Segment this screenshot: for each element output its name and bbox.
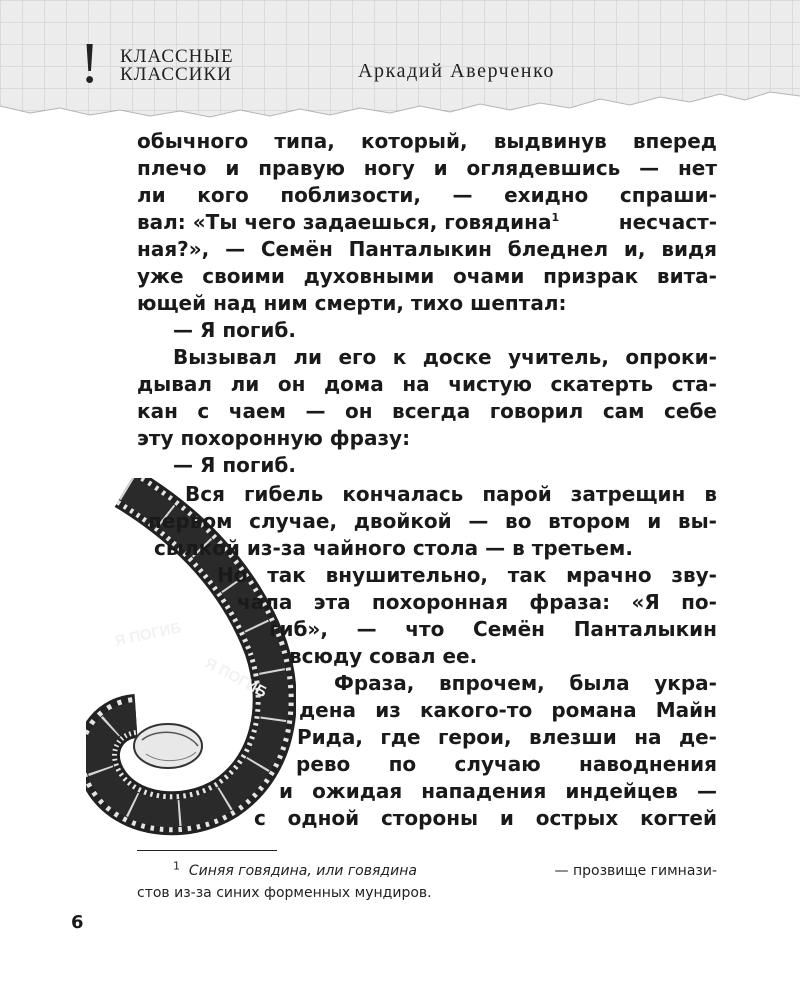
word: де- [678,725,717,749]
word: случаю [454,752,541,776]
word: поблизости, [280,183,421,207]
text-line [137,236,717,262]
word: по [388,752,417,776]
word: парой [482,482,552,506]
text-line [237,589,717,615]
word: дома [324,372,384,396]
word: мрачно [566,563,652,587]
word: всегда [392,399,471,423]
word: — [305,399,326,423]
word: рево [296,752,351,776]
text-line [137,155,717,181]
text-line [296,751,717,777]
text-line [217,562,717,588]
text-line [334,670,717,696]
text-line [137,182,717,208]
word: он [277,372,306,396]
word: обычного [137,129,249,153]
word: наводнения [579,752,717,776]
text-line: вал: «Ты чего задаешься, говядина1 несчаст- [137,210,717,234]
word: «Я [631,590,660,614]
word: Вся [185,482,225,506]
word: опроки- [625,345,717,369]
word: когтей [640,806,717,830]
word: двойкой [353,509,452,533]
word: ногу [363,156,415,180]
footnote-divider [137,850,277,851]
word: чистую [448,372,532,396]
word: дена [299,698,357,722]
word: по- [681,590,717,614]
word: влезши [529,725,617,749]
text-line [148,508,717,534]
word: ли [137,183,166,207]
word: плечо [137,156,207,180]
word: — [356,617,377,641]
text-line [297,724,717,750]
text-line [137,398,717,424]
word: — [225,237,246,261]
text-line: сылкой из-за чайного стола — в третьем. [154,536,633,560]
word: ста- [671,372,717,396]
word: острых [535,806,619,830]
word: очами [453,264,525,288]
word: вперед [632,129,717,153]
text-line [279,778,717,804]
word: его [338,345,377,369]
word: и, [623,237,646,261]
word: внушительно, [325,563,488,587]
word: Рида, [297,725,363,749]
word: и [433,156,448,180]
word: Вызывал [173,345,277,369]
text-line [137,128,717,154]
word: первом [148,509,233,533]
text-line [137,263,717,289]
word: на [634,725,662,749]
word: нападения [421,779,547,803]
word: кончалась [342,482,464,506]
text-line: ющей над ним смерти, тихо шептал: [137,291,567,315]
word: гиб», [269,617,328,641]
text-line [254,805,717,831]
word: Панталыкин [348,237,492,261]
word: правую [258,156,345,180]
word: эта [313,590,351,614]
word: вы- [677,509,717,533]
word: зву- [671,563,717,587]
word: дывал [137,372,213,396]
word: так [267,563,306,587]
series-title-line-1: КЛАССНЫЕ [120,46,234,67]
word: какого-то [419,698,533,722]
word: чаем [228,399,286,423]
footnote-line-2: стов из-за синих форменных мундиров. [137,885,432,901]
word: ли [230,372,260,396]
footnote-line-1: $^1$ Синяя говядина, или говядина — прозвище гимнази- [173,859,717,879]
word: нет [677,156,717,180]
text-line: — Я погиб. [173,453,296,477]
word: и [647,509,662,533]
text-line: — Я погиб. [173,318,296,342]
footnote-marker: 1 [173,859,180,873]
word: укра- [654,671,717,695]
word: — [639,156,660,180]
word: гибель [243,482,324,506]
word: спраши- [619,183,717,207]
text-line: всюду совал ее. [289,644,478,668]
text-line [137,371,717,397]
word: вита- [656,264,717,288]
text-line [185,481,717,507]
word: Семён [473,617,546,641]
word: где [380,725,421,749]
text-line [173,344,717,370]
word: кан [137,399,178,423]
word: затрещин [570,482,686,506]
word: себе [664,399,717,423]
page-number: 6 [71,912,84,933]
word: призрак [543,264,639,288]
word: к [392,345,407,369]
word: Панталыкин [573,617,717,641]
word: Но [217,563,248,587]
word: — [468,509,489,533]
word: сам [602,399,645,423]
word: кого [197,183,249,207]
word: ожидая [312,779,403,803]
word: ехидно [504,183,589,207]
word: и [279,779,294,803]
word: — [452,183,473,207]
word: — [697,779,717,803]
text-line [269,616,717,642]
word: впрочем, [439,671,545,695]
word: скатерть [550,372,654,396]
author-name: Аркадий Аверченко [358,60,556,82]
word: и [225,156,240,180]
word: духовными [303,264,435,288]
word: оглядевшись [466,156,621,180]
word: одной [287,806,360,830]
word: ли [293,345,322,369]
text-line: эту похоронную фразу: [137,426,411,450]
word: втором [548,509,631,533]
word: видя [661,237,717,261]
word: своими [202,264,285,288]
word: на [402,372,430,396]
word: случае, [249,509,338,533]
word: с [197,399,210,423]
word: в [704,482,717,506]
word: стороны [380,806,479,830]
word: Фраза, [334,671,415,695]
word: типа, [274,129,335,153]
word: Семён [260,237,333,261]
word: так [507,563,547,587]
word: Майн [655,698,717,722]
word: ная?», [137,237,210,261]
word: который, [360,129,468,153]
series-title-line-2: КЛАССИКИ [120,64,232,85]
word: бледнел [507,237,609,261]
ribbon-label-1: Я ПОГИБ [113,619,183,650]
ribbon-label-2: Я ПОГИБ [202,654,270,702]
word: герои, [437,725,512,749]
word: уже [137,264,184,288]
word: была [569,671,630,695]
word: он [344,399,373,423]
word: доске [422,345,492,369]
word: выдвинув [493,129,607,153]
word: учитель, [508,345,609,369]
word: фраза: [529,590,611,614]
word: из [375,698,401,722]
word: что [405,617,445,641]
word: и [499,806,514,830]
footnote-term: Синяя говядина, или говядина [188,863,417,879]
text-line [299,697,717,723]
word: говорил [489,399,584,423]
word: во [505,509,532,533]
word: романа [551,698,637,722]
series-exclamation-mark: ! [80,30,100,95]
word: похоронная [371,590,509,614]
word: чала [237,590,293,614]
word: индейцев [565,779,678,803]
word: с [254,806,266,830]
